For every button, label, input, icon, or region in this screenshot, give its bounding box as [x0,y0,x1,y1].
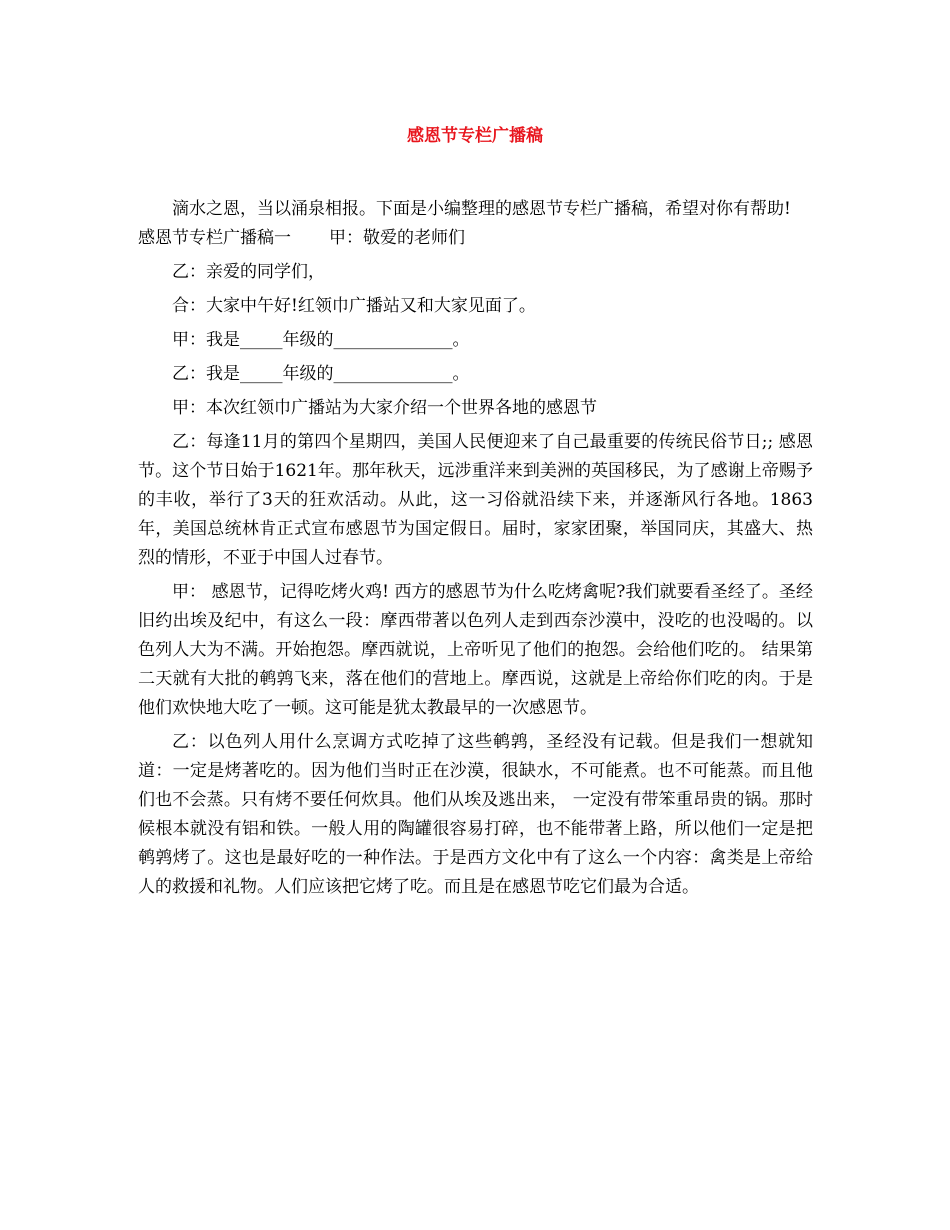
dialogue-line: 乙：我是_____年级的______________。 [172,364,470,384]
intro-paragraph: 滴水之恩，当以涌泉相报。下面是小编整理的感恩节专栏广播稿，希望对你有帮助! [172,199,791,219]
dialogue-line: 乙：亲爱的同学们， [172,262,325,282]
document-title: 感恩节专栏广播稿 [407,126,543,146]
dialogue-line: 合：大家中午好!红领巾广播站又和大家见面了。 [172,296,536,316]
dialogue-paragraph: 乙：以色列人用什么烹调方式吃掉了这些鹌鹑，圣经没有记载。但是我们一想就知道：一定是烤著吃的。因为他们当时正在沙漠，很缺水，不可能煮。也不可能蒸。而且他们也不会蒸。只有烤不要任何炊具。他们从埃及逃出来， 一定没有带笨重昂贵的锅。那时候根本就没有铝和铁。一般人用的陶罐很容易打碎，也不能带著上路，所以他们一定是把鹌鹑烤了。这也是最好吃的一种作法。于是西方文化中有了这么一个内容：禽类是上帝给人的救援和礼物。人们应该把它烤了吃。而且是在感恩节吃它们最为合适。 [138,732,813,897]
dialogue-line: 甲：敬爱的老师们 [329,228,465,248]
dialogue-paragraph: 乙：每逢11月的第四个星期四，美国人民便迎来了自己最重要的传统民俗节日;; 感恩节。这个节日始于1621年。那年秋天，远涉重洋来到美洲的英国移民，为了感谢上帝赐予的丰收，举行了3天的狂欢活动。从此，这一习俗就沿续下来，并逐渐风行各地。1863年，美国总统林肯正式宣布感恩节为国定假日。届时，家家团聚，举国同庆，其盛大、热烈的情形，不亚于中国人过春节。 [138,432,813,568]
dialogue-line: 甲：我是_____年级的______________。 [172,330,470,350]
section-heading: 感恩节专栏广播稿一 [138,228,291,248]
document-body [138,195,813,902]
section-heading-line [138,224,813,253]
dialogue-paragraph: 甲： 感恩节，记得吃烤火鸡! 西方的感恩节为什么吃烤禽呢?我们就要看圣经了。圣经旧约出埃及纪中，有这么一段：摩西带著以色列人走到西奈沙漠中，没吃的也没喝的。以色列人大为不满。开始抱怨。摩西就说，上帝听见了他们的抱怨。会给他们吃的。 结果第二天就有大批的鹌鹑飞来，落在他们的营地上。摩西说，这就是上帝给你们吃的肉。于是他们欢快地大吃了一顿。这可能是犹太教最早的一次感恩节。 [138,582,813,718]
dialogue-line: 甲：本次红领巾广播站为大家介绍一个世界各地的感恩节 [172,398,597,418]
